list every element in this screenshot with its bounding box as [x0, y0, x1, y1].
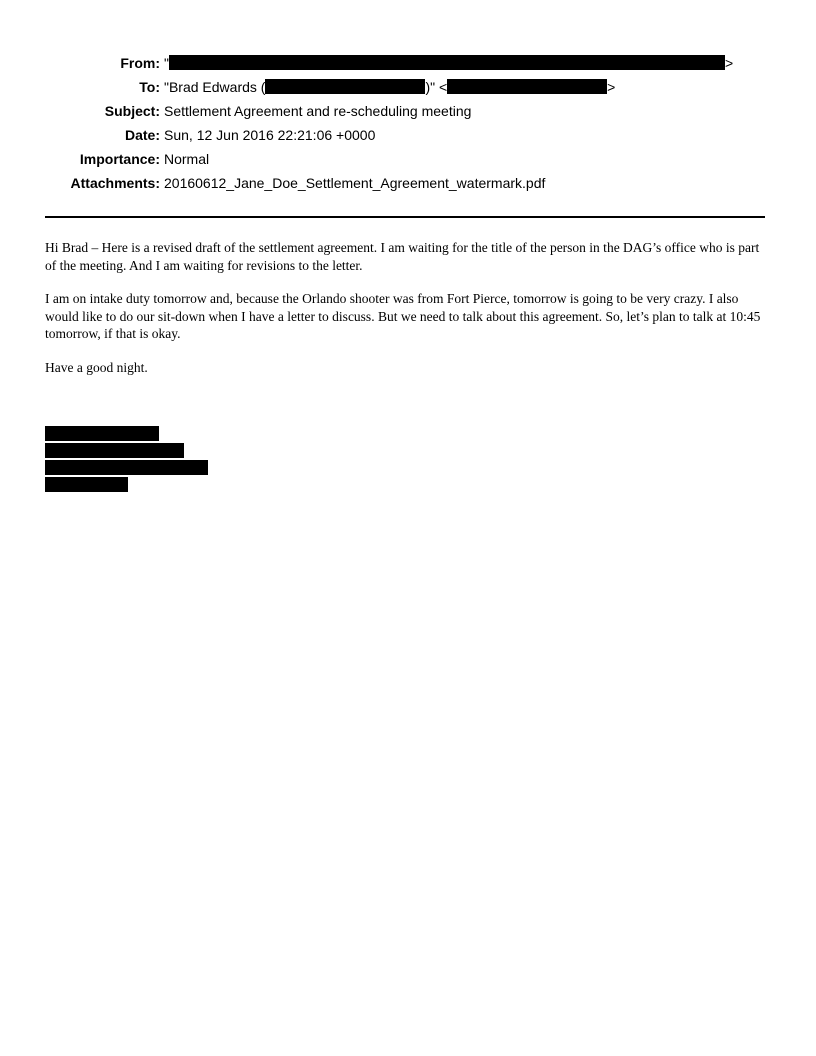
to-value [164, 77, 615, 97]
to-row [0, 77, 816, 101]
from-value-suffix: > [724, 55, 734, 71]
header-divider [45, 216, 765, 218]
signature-redaction-line-1 [45, 426, 159, 441]
body-paragraph-1: Hi Brad – Here is a revised draft of the settlement agreement. I am waiting for the title of the person in the DAG’s office who is part of the meeting. And I am waiting for revisions to the letter. [45, 240, 760, 273]
to-name-redaction [265, 79, 425, 94]
subject-row [0, 101, 816, 125]
importance-value: Normal [164, 151, 210, 167]
signature-redaction-line-4 [45, 477, 128, 492]
date-row [0, 125, 816, 149]
signature-redaction-line-2 [45, 443, 184, 458]
subject-value: Settlement Agreement and re-scheduling meeting [164, 103, 472, 119]
to-value-prefix: "Brad Edwards ( [164, 79, 266, 95]
from-redaction [169, 55, 725, 70]
attachment-filename[interactable]: 20160612_Jane_Doe_Settlement_Agreement_watermark.pdf [164, 175, 546, 191]
from-label: From: [120, 55, 160, 71]
subject-label: Subject: [104, 103, 160, 119]
email-body [45, 239, 770, 392]
body-paragraph-3: Have a good night. [45, 359, 148, 375]
body-paragraph-2: I am on intake duty tomorrow and, because the Orlando shooter was from Fort Pierce, tomorrow is going to be very crazy. I also would like to do our sit-down when I have a letter to discuss. But we need to talk about this agreement. So, let’s plan to talk at 10:45 tomorrow, if that is okay. [45, 291, 761, 341]
from-row [0, 53, 816, 77]
importance-row [0, 149, 816, 173]
signature-block-redacted [45, 426, 208, 494]
to-value-suffix: > [607, 79, 616, 95]
from-value [164, 53, 733, 73]
attachments-row [0, 173, 816, 197]
from-value-prefix: " [164, 55, 169, 71]
date-label: Date: [124, 127, 160, 143]
date-value: Sun, 12 Jun 2016 22:21:06 +0000 [164, 127, 376, 143]
to-email-redaction [447, 79, 607, 94]
to-label: To: [139, 79, 160, 95]
importance-label: Importance: [79, 151, 160, 167]
email-header [0, 53, 816, 197]
to-value-middle: )" < [425, 79, 448, 95]
signature-redaction-line-3 [45, 460, 208, 475]
attachments-label: Attachments: [70, 175, 160, 191]
